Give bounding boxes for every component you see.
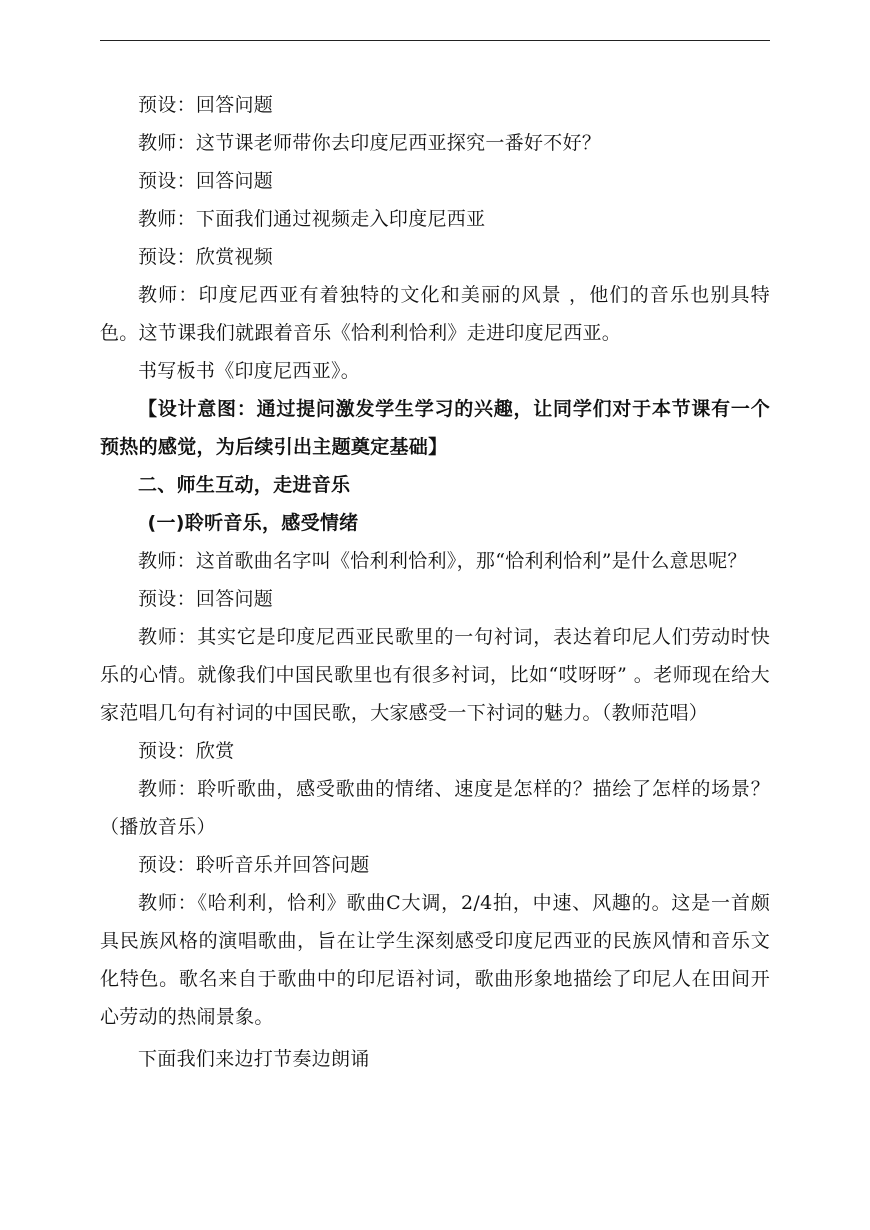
paragraph-preset-listen: 预设：聆听音乐并回答问题 [138, 854, 370, 876]
paragraph-teacher-listen: 教师：聆听歌曲，感受歌曲的情绪、速度是怎样的？描绘了怎样的场景？（播放音乐） [100, 778, 770, 838]
header-rule [100, 40, 770, 41]
paragraph-preset-answer-2: 预设：回答问题 [138, 170, 274, 192]
paragraph-preset-appreciate: 预设：欣赏 [138, 740, 235, 762]
paragraph-teacher-song-analysis: 教师：《哈利利，恰利》歌曲C大调，2/4拍，中速、风趣的。这是一首颇具民族风格的演唱歌曲，旨在让学生深刻感受印度尼西亚的民族风情和音乐文化特色。歌名来自于歌曲中的印尼语衬词，歌曲形象地描绘了印尼人在田间开心劳动的热闹景象。 [100, 892, 770, 1028]
paragraph-board-writing: 书写板书《印度尼西亚》。 [138, 360, 361, 382]
paragraph-teacher-explore: 教师：这节课老师带你去印度尼西亚探究一番好不好？ [138, 132, 602, 154]
paragraph-preset-answer-3: 预设：回答问题 [138, 588, 274, 610]
paragraph-design-intent: 【设计意图：通过提问激发学生学习的兴趣，让同学们对于本节课有一个预热的感觉，为后续引出主题奠定基础】 [100, 398, 770, 458]
paragraph-teacher-culture: 教师：印度尼西亚有着独特的文化和美丽的风景 ，他们的音乐也别具特色。这节课我们就跟着音乐《恰利利恰利》走进印度尼西亚。 [100, 284, 770, 344]
paragraph-preset-answer-1: 预设：回答问题 [138, 94, 274, 116]
paragraph-teacher-song-meaning: 教师：这首歌曲名字叫《恰利利恰利》，那“恰利利恰利”是什么意思呢？ [138, 550, 747, 572]
paragraph-rhythm-recite: 下面我们来边打节奏边朗诵 [138, 1048, 370, 1070]
paragraph-teacher-video: 教师：下面我们通过视频走入印度尼西亚 [138, 208, 486, 230]
paragraph-preset-video: 预设：欣赏视频 [138, 246, 274, 268]
paragraph-teacher-vocables: 教师：其实它是印度尼西亚民歌里的一句衬词，表达着印尼人们劳动时快乐的心情。就像我们中国民歌里也有很多衬词，比如“哎呀呀” 。老师现在给大家范唱几句有衬词的中国民歌，大家感受一下衬词的魅力。（教师范唱） [100, 626, 770, 724]
subsection-heading-1: (一)聆听音乐，感受情绪 [147, 512, 359, 534]
document-body [100, 86, 770, 1078]
section-heading-2: 二、师生互动，走进音乐 [138, 474, 351, 496]
